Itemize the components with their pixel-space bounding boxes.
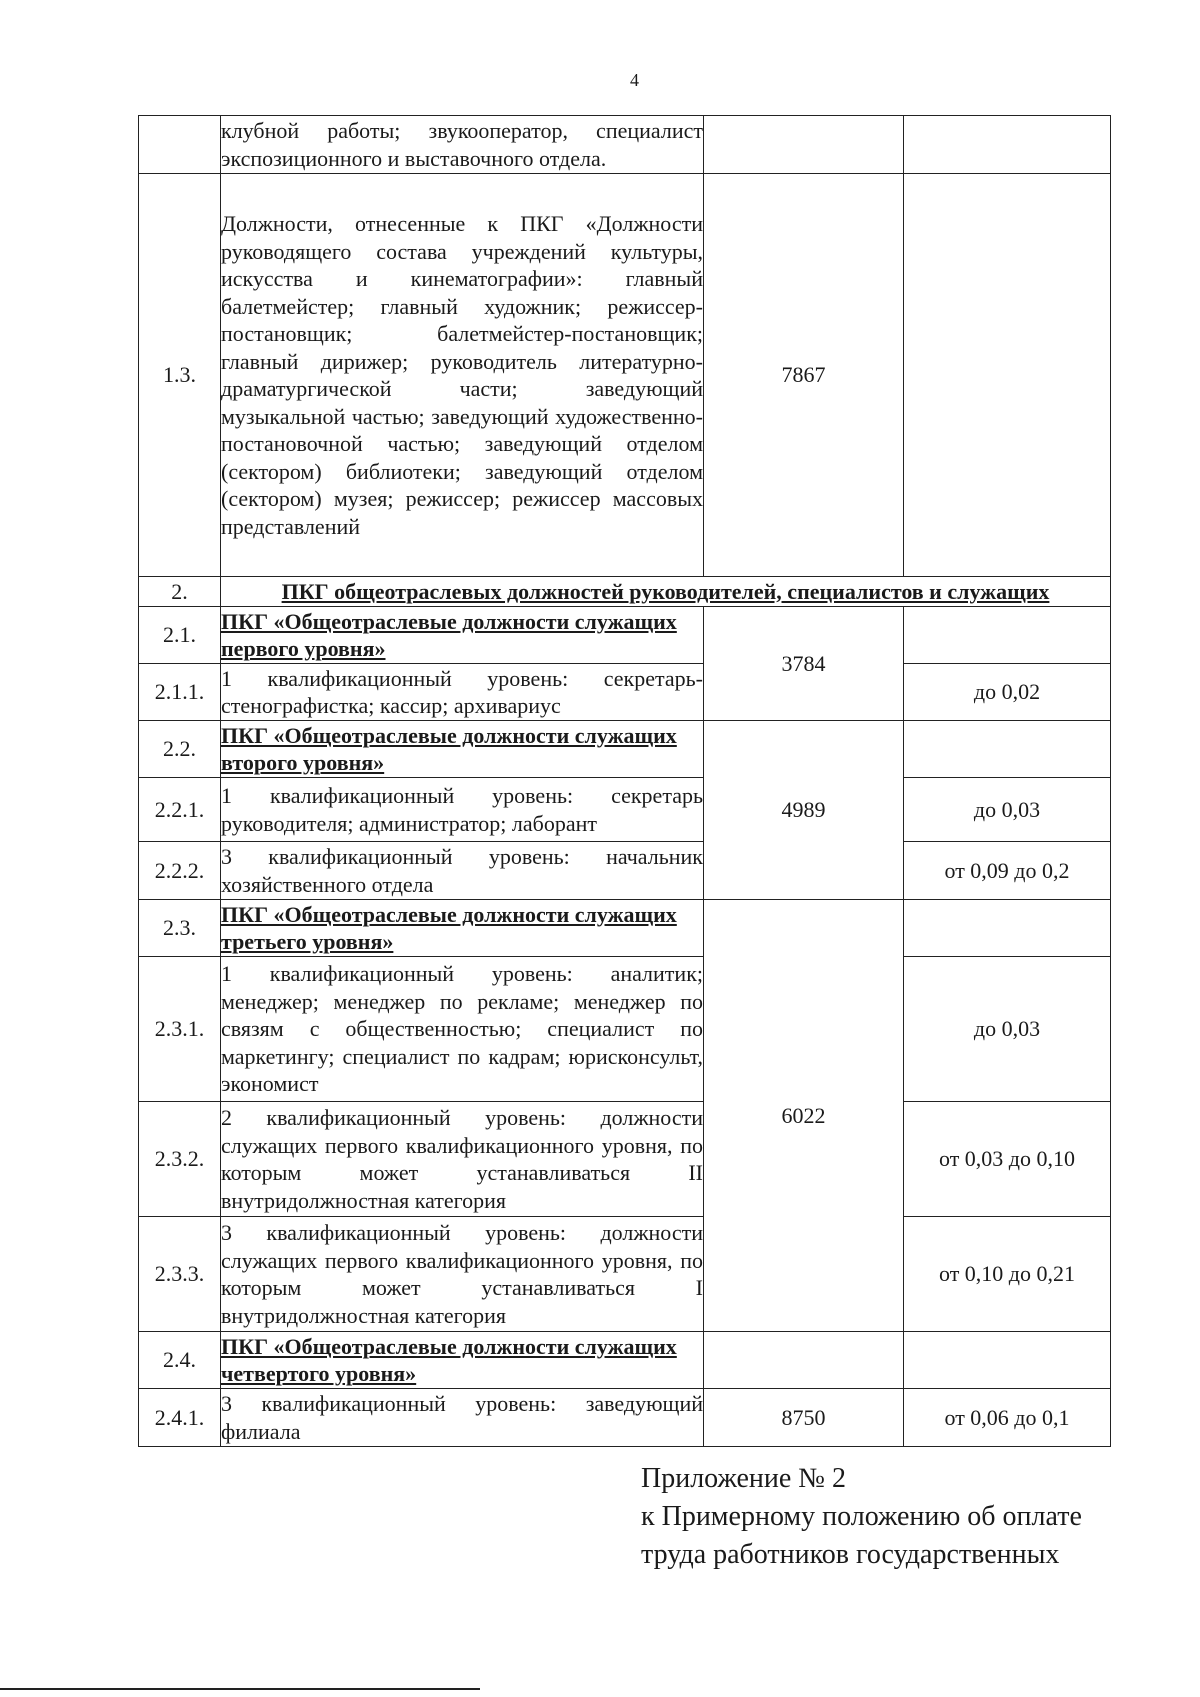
row-number: 2.3.1.: [139, 957, 221, 1102]
appendix-line: к Примерному положению об оплате: [641, 1501, 1082, 1532]
salary-cell: 6022: [704, 900, 904, 1332]
position-description: 3 квалификационный уровень: заведующий филиала: [221, 1389, 704, 1447]
table-row: [139, 577, 1111, 607]
position-description: 1 квалификационный уровень: секретарь-стенографистка; кассир; архивариус: [221, 664, 704, 721]
row-number: 1.3.: [139, 174, 221, 577]
group-title: ПКГ «Общеотраслевые должности служащих третьего уровня»: [221, 900, 704, 957]
table-row: [139, 900, 1111, 957]
coefficient-cell: от 0,06 до 0,1: [904, 1389, 1111, 1447]
table-row: [139, 1102, 1111, 1217]
row-number: 2.3.: [139, 900, 221, 957]
row-number: 2.3.3.: [139, 1217, 221, 1332]
row-number: 2.2.2.: [139, 842, 221, 900]
position-description: клубной работы; звукооператор, специалист экспозиционного и выставочного отдела.: [221, 116, 704, 174]
coefficient-cell: [904, 1332, 1111, 1389]
table-row: [139, 116, 1111, 174]
row-number: 2.1.: [139, 607, 221, 664]
salary-cell: 3784: [704, 607, 904, 721]
table-row: [139, 957, 1111, 1102]
table-row: [139, 721, 1111, 778]
position-description: 1 квалификационный уровень: секретарь руководителя; администратор; лаборант: [221, 778, 704, 842]
appendix-heading: [641, 1460, 1082, 1574]
section-title: ПКГ общеотраслевых должностей руководителей, специалистов и служащих: [221, 577, 1111, 607]
row-number: 2.4.: [139, 1332, 221, 1389]
row-number: 2.: [139, 577, 221, 607]
page-number: 4: [630, 70, 639, 90]
row-number: 2.1.1.: [139, 664, 221, 721]
table-row: [139, 1389, 1111, 1447]
position-description: Должности, отнесенные к ПКГ «Должности руководящего состава учреждений культуры, искусства и кинематографии»: главный балетмейстер; главный художник; режиссер-постановщик; балетмейстер-постановщик; главный дирижер; руководитель литературно-драматургической части; заведующий музыкальной частью; заведующий художественно-постановочной частью; заведующий отделом (сектором) библиотеки; заведующий отделом (сектором) музея; режиссер; режиссер массовых представлений: [221, 174, 704, 577]
group-title: ПКГ «Общеотраслевые должности служащих второго уровня»: [221, 721, 704, 778]
footer-divider: [0, 1688, 480, 1690]
salary-cell: 8750: [704, 1389, 904, 1447]
coefficient-cell: от 0,03 до 0,10: [904, 1102, 1111, 1217]
position-description: 3 квалификационный уровень: должности служащих первого квалификационного уровня, по которым может устанавливаться I внутридолжностная категория: [221, 1217, 704, 1332]
salary-cell: 4989: [704, 721, 904, 900]
coefficient-cell: [904, 116, 1111, 174]
row-number: 2.3.2.: [139, 1102, 221, 1217]
salary-cell: 7867: [704, 174, 904, 577]
row-number: 2.4.1.: [139, 1389, 221, 1447]
position-description: 1 квалификационный уровень: аналитик; менеджер; менеджер по рекламе; менеджер по связям с общественностью; специалист по маркетингу; специалист по кадрам; юрисконсульт, экономист: [221, 957, 704, 1102]
position-description: 3 квалификационный уровень: начальник хозяйственного отдела: [221, 842, 704, 900]
table-row: [139, 1217, 1111, 1332]
row-number: 2.2.1.: [139, 778, 221, 842]
row-number: 2.2.: [139, 721, 221, 778]
appendix-line: труда работников государственных: [641, 1539, 1060, 1570]
table-row: [139, 842, 1111, 900]
table-row: [139, 664, 1111, 721]
salary-cell: [704, 116, 904, 174]
group-title: ПКГ «Общеотраслевые должности служащих первого уровня»: [221, 607, 704, 664]
group-title: ПКГ «Общеотраслевые должности служащих четвертого уровня»: [221, 1332, 704, 1389]
table-row: [139, 607, 1111, 664]
coefficient-cell: от 0,09 до 0,2: [904, 842, 1111, 900]
appendix-line: Приложение № 2: [641, 1463, 846, 1494]
position-description: 2 квалификационный уровень: должности служащих первого квалификационного уровня, по которым может устанавливаться II внутридолжностная категория: [221, 1102, 704, 1217]
coefficient-cell: [904, 174, 1111, 577]
coefficient-cell: [904, 607, 1111, 664]
coefficient-cell: до 0,02: [904, 664, 1111, 721]
table-row: [139, 778, 1111, 842]
coefficient-cell: до 0,03: [904, 778, 1111, 842]
row-number: [139, 116, 221, 174]
coefficient-cell: до 0,03: [904, 957, 1111, 1102]
salary-table: [138, 115, 1111, 1447]
coefficient-cell: от 0,10 до 0,21: [904, 1217, 1111, 1332]
salary-cell: [704, 1332, 904, 1389]
coefficient-cell: [904, 721, 1111, 778]
table-row: [139, 1332, 1111, 1389]
table-row: [139, 174, 1111, 577]
coefficient-cell: [904, 900, 1111, 957]
